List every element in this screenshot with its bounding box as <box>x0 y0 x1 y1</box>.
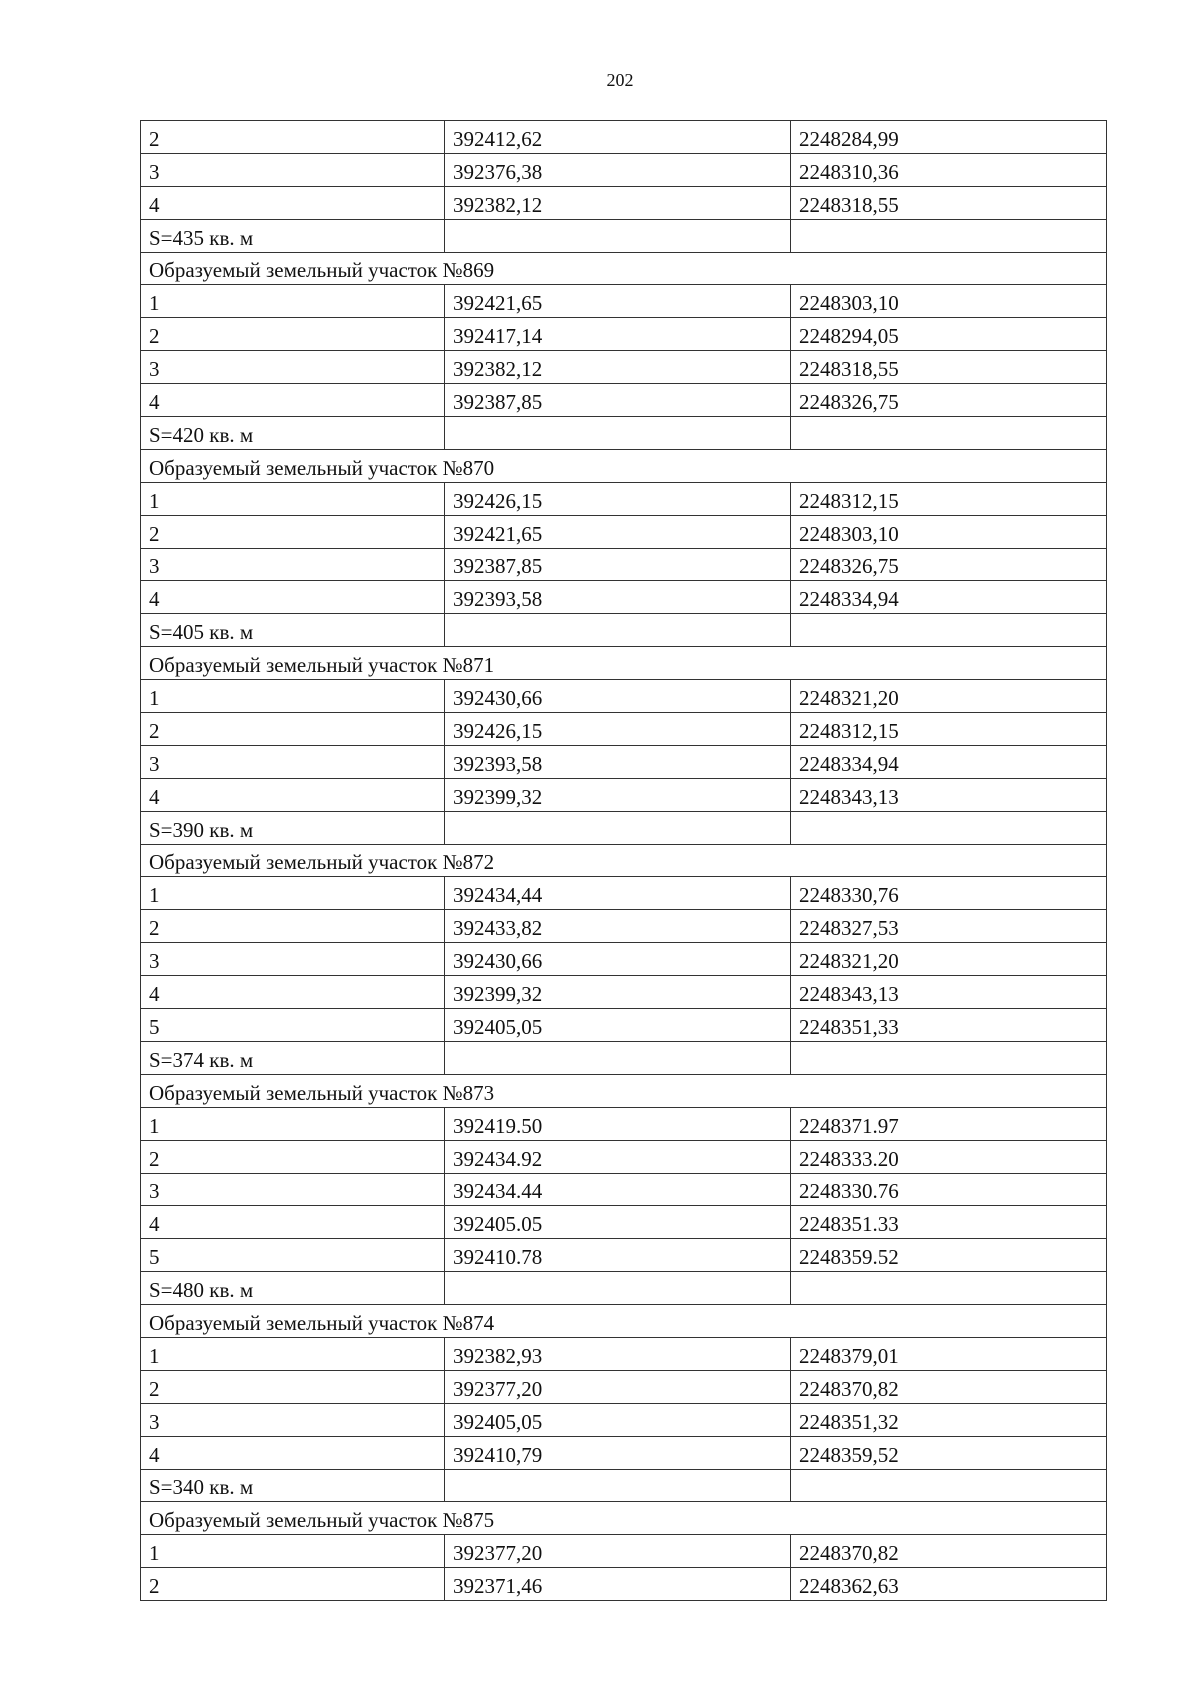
empty-cell <box>791 811 1107 844</box>
empty-cell <box>791 1272 1107 1305</box>
y-coordinate-cell: 2248333.20 <box>791 1140 1107 1173</box>
x-coordinate-cell: 392382,12 <box>445 351 791 384</box>
empty-cell <box>445 219 791 252</box>
point-row <box>141 515 1107 548</box>
y-coordinate-cell: 2248310,36 <box>791 153 1107 186</box>
x-coordinate-cell: 392434,44 <box>445 877 791 910</box>
parcel-header-row <box>141 252 1107 285</box>
point-number-cell: 2 <box>141 1568 445 1601</box>
empty-cell <box>791 417 1107 450</box>
point-row <box>141 1436 1107 1469</box>
point-number-cell: 1 <box>141 877 445 910</box>
point-row <box>141 285 1107 318</box>
point-row <box>141 1337 1107 1370</box>
parcel-header-row <box>141 844 1107 877</box>
x-coordinate-cell: 392421,65 <box>445 285 791 318</box>
x-coordinate-cell: 392405,05 <box>445 1009 791 1042</box>
empty-cell <box>445 1469 791 1502</box>
y-coordinate-cell: 2248334,94 <box>791 581 1107 614</box>
point-row <box>141 778 1107 811</box>
y-coordinate-cell: 2248359,52 <box>791 1436 1107 1469</box>
point-number-cell: 2 <box>141 1140 445 1173</box>
point-row <box>141 976 1107 1009</box>
y-coordinate-cell: 2248343,13 <box>791 976 1107 1009</box>
parcel-header-cell: Образуемый земельный участок №872 <box>141 844 1107 877</box>
empty-cell <box>791 219 1107 252</box>
point-row <box>141 351 1107 384</box>
parcel-header-cell: Образуемый земельный участок №869 <box>141 252 1107 285</box>
page-number: 202 <box>606 70 634 90</box>
x-coordinate-cell: 392430,66 <box>445 680 791 713</box>
coordinates-table <box>140 120 1107 1601</box>
y-coordinate-cell: 2248370,82 <box>791 1370 1107 1403</box>
y-coordinate-cell: 2248303,10 <box>791 285 1107 318</box>
x-coordinate-cell: 392430,66 <box>445 943 791 976</box>
parcel-header-cell: Образуемый земельный участок №871 <box>141 647 1107 680</box>
point-row <box>141 581 1107 614</box>
area-row <box>141 811 1107 844</box>
x-coordinate-cell: 392387,85 <box>445 384 791 417</box>
point-row <box>141 680 1107 713</box>
x-coordinate-cell: 392421,65 <box>445 515 791 548</box>
point-row <box>141 318 1107 351</box>
y-coordinate-cell: 2248351.33 <box>791 1206 1107 1239</box>
x-coordinate-cell: 392376,38 <box>445 153 791 186</box>
area-row <box>141 417 1107 450</box>
point-number-cell: 1 <box>141 1535 445 1568</box>
area-cell: S=340 кв. м <box>141 1469 445 1502</box>
x-coordinate-cell: 392434.92 <box>445 1140 791 1173</box>
y-coordinate-cell: 2248371.97 <box>791 1107 1107 1140</box>
parcel-header-cell: Образуемый земельный участок №875 <box>141 1502 1107 1535</box>
point-number-cell: 5 <box>141 1009 445 1042</box>
y-coordinate-cell: 2248318,55 <box>791 186 1107 219</box>
point-row <box>141 548 1107 581</box>
point-number-cell: 2 <box>141 121 445 154</box>
empty-cell <box>445 1272 791 1305</box>
x-coordinate-cell: 392410,79 <box>445 1436 791 1469</box>
point-number-cell: 2 <box>141 713 445 746</box>
coordinates-table-body <box>141 121 1107 1601</box>
y-coordinate-cell: 2248351,32 <box>791 1403 1107 1436</box>
y-coordinate-cell: 2248284,99 <box>791 121 1107 154</box>
point-number-cell: 4 <box>141 581 445 614</box>
x-coordinate-cell: 392426,15 <box>445 713 791 746</box>
area-row <box>141 1469 1107 1502</box>
area-row <box>141 1041 1107 1074</box>
parcel-header-cell: Образуемый земельный участок №874 <box>141 1305 1107 1338</box>
parcel-header-row <box>141 449 1107 482</box>
x-coordinate-cell: 392434.44 <box>445 1173 791 1206</box>
point-number-cell: 2 <box>141 1370 445 1403</box>
area-cell: S=374 кв. м <box>141 1041 445 1074</box>
empty-cell <box>445 811 791 844</box>
point-row <box>141 1535 1107 1568</box>
area-cell: S=390 кв. м <box>141 811 445 844</box>
y-coordinate-cell: 2248327,53 <box>791 910 1107 943</box>
parcel-header-row <box>141 1305 1107 1338</box>
area-row <box>141 1272 1107 1305</box>
point-number-cell: 1 <box>141 680 445 713</box>
x-coordinate-cell: 392377,20 <box>445 1370 791 1403</box>
point-row <box>141 1239 1107 1272</box>
point-number-cell: 1 <box>141 1337 445 1370</box>
point-number-cell: 3 <box>141 153 445 186</box>
empty-cell <box>791 614 1107 647</box>
area-cell: S=435 кв. м <box>141 219 445 252</box>
point-row <box>141 384 1107 417</box>
empty-cell <box>445 417 791 450</box>
x-coordinate-cell: 392405.05 <box>445 1206 791 1239</box>
point-row <box>141 1403 1107 1436</box>
point-row <box>141 1370 1107 1403</box>
point-number-cell: 4 <box>141 1436 445 1469</box>
y-coordinate-cell: 2248326,75 <box>791 548 1107 581</box>
y-coordinate-cell: 2248294,05 <box>791 318 1107 351</box>
point-row <box>141 153 1107 186</box>
point-row <box>141 910 1107 943</box>
x-coordinate-cell: 392399,32 <box>445 976 791 1009</box>
point-row <box>141 745 1107 778</box>
point-number-cell: 3 <box>141 548 445 581</box>
x-coordinate-cell: 392419.50 <box>445 1107 791 1140</box>
point-row <box>141 1206 1107 1239</box>
point-number-cell: 4 <box>141 1206 445 1239</box>
y-coordinate-cell: 2248362,63 <box>791 1568 1107 1601</box>
y-coordinate-cell: 2248330,76 <box>791 877 1107 910</box>
y-coordinate-cell: 2248359.52 <box>791 1239 1107 1272</box>
point-number-cell: 2 <box>141 910 445 943</box>
point-number-cell: 5 <box>141 1239 445 1272</box>
x-coordinate-cell: 392393,58 <box>445 581 791 614</box>
point-row <box>141 1107 1107 1140</box>
y-coordinate-cell: 2248321,20 <box>791 680 1107 713</box>
point-number-cell: 2 <box>141 515 445 548</box>
x-coordinate-cell: 392387,85 <box>445 548 791 581</box>
x-coordinate-cell: 392410.78 <box>445 1239 791 1272</box>
x-coordinate-cell: 392382,93 <box>445 1337 791 1370</box>
point-number-cell: 2 <box>141 318 445 351</box>
area-row <box>141 219 1107 252</box>
y-coordinate-cell: 2248303,10 <box>791 515 1107 548</box>
point-row <box>141 943 1107 976</box>
parcel-header-row <box>141 1074 1107 1107</box>
point-row <box>141 1140 1107 1173</box>
x-coordinate-cell: 392405,05 <box>445 1403 791 1436</box>
point-number-cell: 1 <box>141 285 445 318</box>
area-cell: S=480 кв. м <box>141 1272 445 1305</box>
point-number-cell: 1 <box>141 482 445 515</box>
parcel-header-cell: Образуемый земельный участок №870 <box>141 449 1107 482</box>
point-row <box>141 482 1107 515</box>
y-coordinate-cell: 2248334,94 <box>791 745 1107 778</box>
point-row <box>141 1173 1107 1206</box>
y-coordinate-cell: 2248312,15 <box>791 482 1107 515</box>
point-number-cell: 1 <box>141 1107 445 1140</box>
y-coordinate-cell: 2248321,20 <box>791 943 1107 976</box>
parcel-header-cell: Образуемый земельный участок №873 <box>141 1074 1107 1107</box>
x-coordinate-cell: 392377,20 <box>445 1535 791 1568</box>
point-row <box>141 713 1107 746</box>
x-coordinate-cell: 392426,15 <box>445 482 791 515</box>
area-row <box>141 614 1107 647</box>
point-row <box>141 121 1107 154</box>
y-coordinate-cell: 2248326,75 <box>791 384 1107 417</box>
x-coordinate-cell: 392371,46 <box>445 1568 791 1601</box>
area-cell: S=405 кв. м <box>141 614 445 647</box>
area-cell: S=420 кв. м <box>141 417 445 450</box>
point-number-cell: 3 <box>141 1173 445 1206</box>
y-coordinate-cell: 2248318,55 <box>791 351 1107 384</box>
point-row <box>141 186 1107 219</box>
point-row <box>141 877 1107 910</box>
x-coordinate-cell: 392433,82 <box>445 910 791 943</box>
y-coordinate-cell: 2248370,82 <box>791 1535 1107 1568</box>
empty-cell <box>791 1469 1107 1502</box>
y-coordinate-cell: 2248343,13 <box>791 778 1107 811</box>
y-coordinate-cell: 2248379,01 <box>791 1337 1107 1370</box>
point-number-cell: 4 <box>141 384 445 417</box>
x-coordinate-cell: 392417,14 <box>445 318 791 351</box>
x-coordinate-cell: 392412,62 <box>445 121 791 154</box>
point-number-cell: 4 <box>141 976 445 1009</box>
point-number-cell: 3 <box>141 745 445 778</box>
parcel-header-row <box>141 1502 1107 1535</box>
y-coordinate-cell: 2248351,33 <box>791 1009 1107 1042</box>
point-number-cell: 4 <box>141 778 445 811</box>
point-number-cell: 4 <box>141 186 445 219</box>
parcel-header-row <box>141 647 1107 680</box>
point-row <box>141 1568 1107 1601</box>
point-number-cell: 3 <box>141 351 445 384</box>
empty-cell <box>445 1041 791 1074</box>
x-coordinate-cell: 392399,32 <box>445 778 791 811</box>
x-coordinate-cell: 392393,58 <box>445 745 791 778</box>
point-number-cell: 3 <box>141 943 445 976</box>
x-coordinate-cell: 392382,12 <box>445 186 791 219</box>
point-number-cell: 3 <box>141 1403 445 1436</box>
point-row <box>141 1009 1107 1042</box>
empty-cell <box>445 614 791 647</box>
empty-cell <box>791 1041 1107 1074</box>
y-coordinate-cell: 2248330.76 <box>791 1173 1107 1206</box>
y-coordinate-cell: 2248312,15 <box>791 713 1107 746</box>
